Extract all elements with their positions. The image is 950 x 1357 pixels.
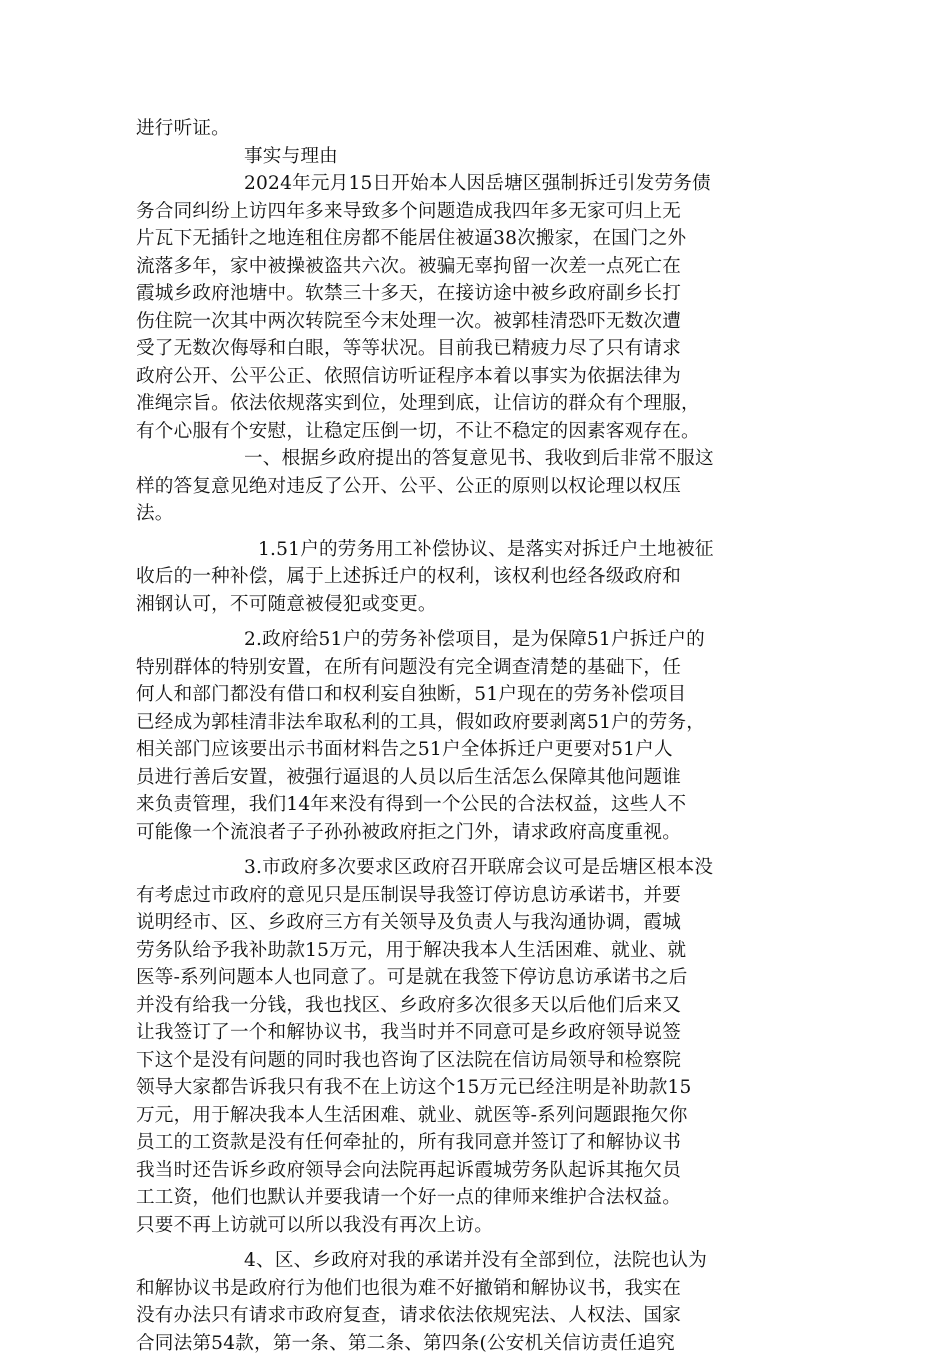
text-line: 特别群体的特别安置，在所有问题没有完全调查清楚的基础下，任 <box>136 656 682 678</box>
text-line: 伤住院一次其中两次转院至今末处理一次。被郭桂清恐吓无数次遭 <box>136 310 682 332</box>
text-line: 务合同纠纷上访四年多来导致多个问题造成我四年多无家可归上无 <box>136 200 682 222</box>
text-line: 我当时还告诉乡政府领导会向法院再起诉霞城劳务队起诉其拖欠员 <box>136 1159 682 1181</box>
text-line: 员进行善后安置，被强行逼退的人员以后生活怎么保障其他问题谁 <box>136 766 682 788</box>
text-line: 合同法第54款，第一条、第二条、第四条(公安机关信访责任追究 <box>136 1332 675 1354</box>
text-line: 一、根据乡政府提出的答复意见书、我收到后非常不服这 <box>244 448 714 469</box>
text-line: 法。 <box>136 503 174 524</box>
text-line: 4、区、乡政府对我的承诺并没有全部到位，法院也认为 <box>244 1250 708 1271</box>
text-line: 2024年元月15日开始本人因岳塘区强制拆迁引发劳务债 <box>244 173 711 194</box>
text-line: 流落多年，家中被操被盗共六次。被骗无辜拘留一次差一点死亡在 <box>136 255 682 277</box>
text-line: 2.政府给51户的劳务补偿项目，是为保障51户拆迁户的 <box>244 629 705 650</box>
text-line: 领导大家都告诉我只有我不在上访这个15万元已经注明是补助款15 <box>136 1077 692 1098</box>
text-line: 来负责管理，我们14年来没有得到一个公民的合法权益，这些人不 <box>136 794 687 815</box>
text-line: 片瓦下无插针之地连租住房都不能居住被逼38次搬家，在国门之外 <box>136 228 687 249</box>
text-line: 并没有给我一分钱，我也找区、乡政府多次很多天以后他们后来又 <box>136 994 682 1016</box>
text-line: 相关部门应该要出示书面材料告之51户全体拆迁户更要对51户人 <box>136 739 673 760</box>
text-line: 医等-系列问题本人也同意了。可是就在我签下停访息访承诺书之后 <box>136 967 688 988</box>
text-line: 有个心服有个安慰，让稳定压倒一切，不让不稳定的因素客观存在。 <box>136 420 700 442</box>
text-line: 有考虑过市政府的意见只是压制误导我签订停访息访承诺书，并要 <box>136 884 682 906</box>
text-line: 受了无数次侮辱和白眼，等等状况。目前我已精疲力尽了只有请求 <box>136 338 682 359</box>
text-line: 何人和部门都没有借口和权利妄自独断，51户现在的劳务补偿项目 <box>136 684 687 705</box>
text-line: 和解协议书是政府行为他们也很为难不好撤销和解协议书，我实在 <box>136 1277 682 1299</box>
section-heading: 事实与理由 <box>244 145 338 167</box>
text-line: 可能像一个流浪者子子孙孙被政府拒之门外，请求政府高度重视。 <box>136 821 682 843</box>
text-line: 霞城乡政府池塘中。软禁三十多天，在接访途中被乡政府副乡长打 <box>136 283 682 304</box>
text-line: 工工资，他们也默认并要我请一个好一点的律师来维护合法权益。 <box>136 1187 682 1208</box>
text-line: 已经成为郭桂清非法牟取私利的工具，假如政府要剥离51户的劳务， <box>136 711 706 733</box>
text-line: 收后的一种补偿，属于上述拆迁户的权利，该权利也经各级政府和 <box>136 566 682 587</box>
text-line: 没有办法只有请求市政府复查，请求依法依规宪法、人权法、国家 <box>136 1305 682 1326</box>
text-line: 样的答复意见绝对违反了公开、公平、公正的原则以权论理以权压 <box>136 475 682 497</box>
text-line: 让我签订了一个和解协议书，我当时并不同意可是乡政府领导说签 <box>136 1022 682 1043</box>
text-line: 进行听证。 <box>136 118 230 139</box>
text-line: 准绳宗旨。依法依规落实到位，处理到底，让信访的群众有个理服， <box>136 393 700 414</box>
text-line: 劳务队给予我补助款15万元，用于解决我本人生活困难、就业、就 <box>136 939 687 961</box>
text-line: 说明经市、区、乡政府三方有关领导及负责人与我沟通协调，霞城 <box>136 912 682 933</box>
text-line: 员工的工资款是没有任何牵扯的，所有我同意并签订了和解协议书 <box>136 1132 682 1153</box>
text-line: 下这个是没有问题的同时我也咨询了区法院在信访局领导和检察院 <box>136 1049 682 1071</box>
text-line: 1.51户的劳务用工补偿协议、是落实对拆迁户土地被征 <box>258 538 714 560</box>
text-line: 3.市政府多次要求区政府召开联席会议可是岳塘区根本没 <box>244 857 714 878</box>
text-line: 万元，用于解决我本人生活困难、就业、就医等-系列问题跟拖欠你 <box>136 1104 688 1126</box>
text-line: 湘钢认可，不可随意被侵犯或变更。 <box>136 593 437 615</box>
text-line: 政府公开、公平公正、依照信访听证程序本着以事实为依据法律为 <box>136 365 682 387</box>
text-line: 只要不再上访就可以所以我没有再次上访。 <box>136 1214 494 1236</box>
